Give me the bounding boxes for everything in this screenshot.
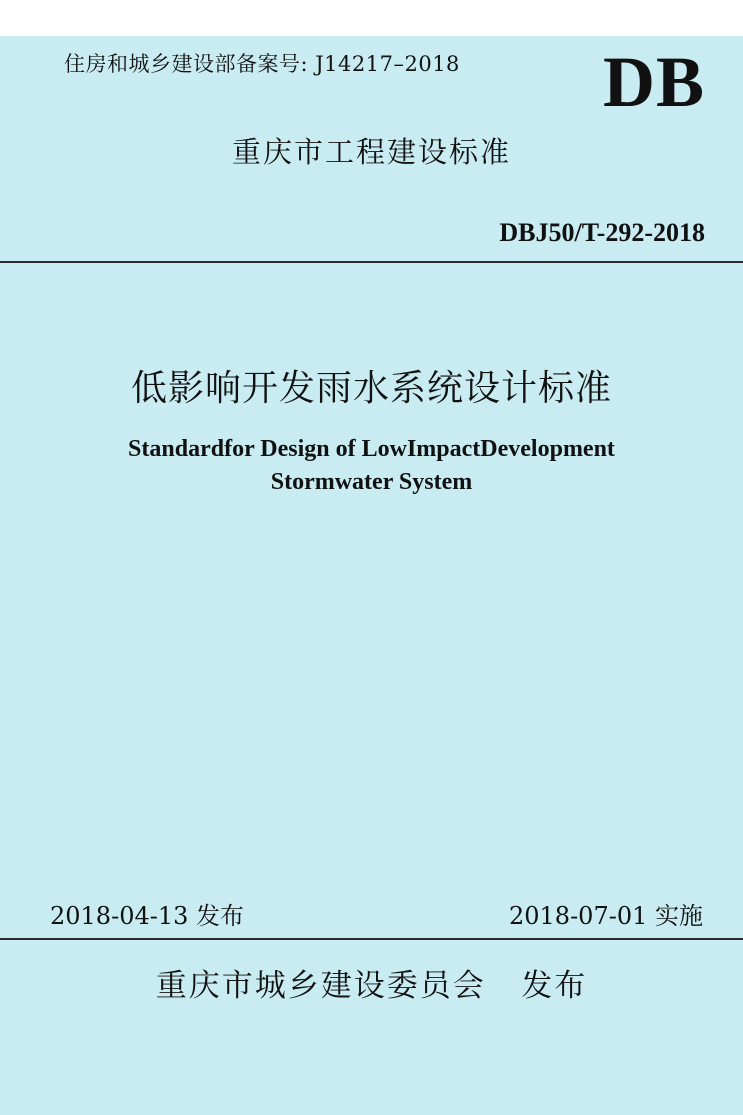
header-divider	[0, 261, 743, 263]
title-english-line1: Standardfor Design of LowImpactDevelopment	[128, 436, 615, 462]
db-logo: DB	[602, 42, 705, 122]
publisher-name: 重庆市城乡建设委员会	[155, 968, 486, 1004]
title-english-line2: Stormwater System	[270, 469, 473, 495]
title-chinese: 低影响开发雨水系统设计标准	[130, 368, 612, 409]
publisher-line	[0, 960, 743, 1005]
effective-label: 实施	[655, 902, 703, 930]
effective-date-block	[509, 896, 703, 931]
standard-code: DBJ50/T-292-2018	[499, 218, 705, 247]
effective-date: 2018-07-01	[508, 902, 648, 930]
issue-date-block	[50, 896, 244, 931]
publish-label: 发布	[521, 968, 588, 1004]
top-margin	[0, 0, 743, 36]
issue-date: 2018-04-13	[50, 902, 189, 930]
footer-divider	[0, 938, 743, 940]
issue-label: 发布	[196, 902, 245, 930]
standard-series: 重庆市工程建设标准	[231, 135, 511, 169]
bottom-band	[0, 1017, 743, 1115]
middle-band	[0, 596, 743, 914]
filing-number: 住房和城乡建设部备案号: J14217–2018	[64, 52, 460, 76]
